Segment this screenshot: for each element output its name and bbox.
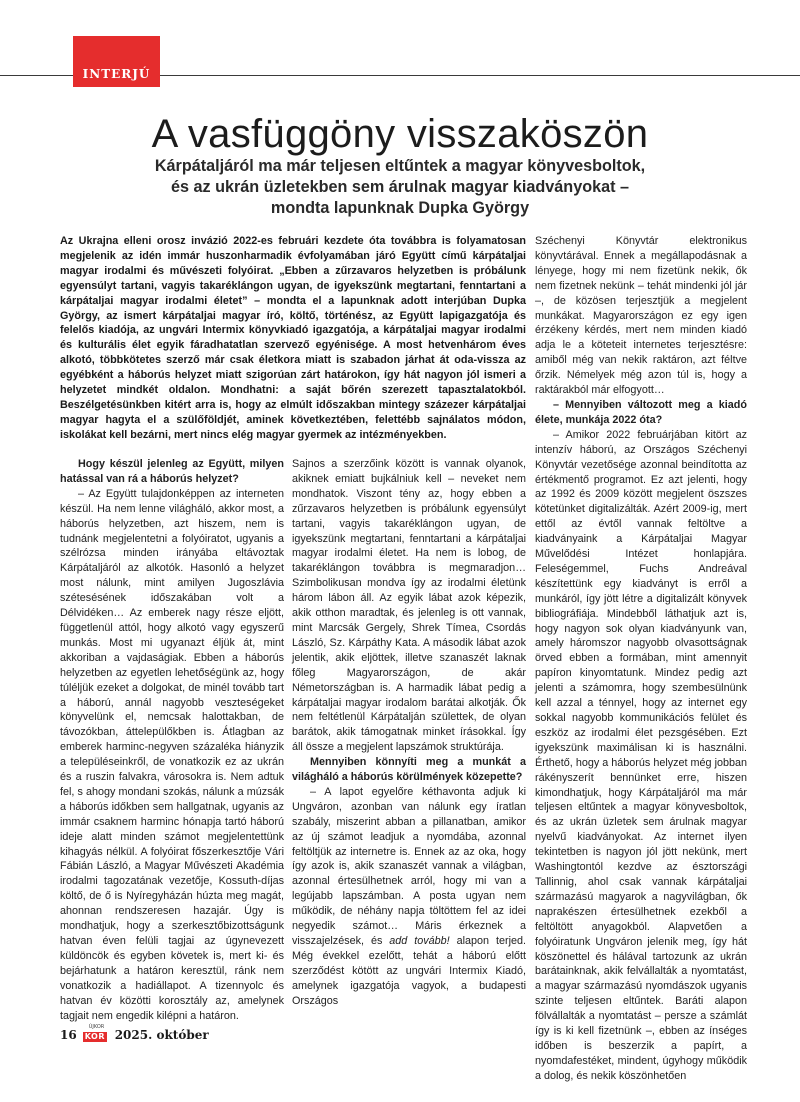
subtitle-line: mondta lapunknak Dupka György <box>270 199 530 217</box>
answer-italic-phrase: add tovább! <box>389 935 450 947</box>
page-number: 16 <box>60 1028 77 1042</box>
subtitle-line: és az ukrán üzletekben sem árulnak magyar kiadványokat – <box>171 178 629 196</box>
magazine-logo-icon <box>83 1024 109 1042</box>
interview-question: – Mennyiben változott meg a kiadó élete, munkája 2022 óta? <box>535 398 747 426</box>
interview-question: Hogy készül jelenleg az Együtt, milyen hatással van rá a háborús helyzet? <box>60 458 284 485</box>
lead-paragraph: Az Ukrajna elleni orosz invázió 2022-es februári kezdete óta továbbra is folyamatosan megjelenik az idén immár huszonharmadik évfolyamában járó Együtt című kárpátaljai magyar irodalmi és művészeti folyóirat. „Ebben a zűrzavaros helyzetben is próbálunk egyensúlyt tartani, vagyis takaréklángon ugyan, de igyekszünk megtartani, fenntartani a kárpátaljai magyar irodalmi életet” – mondta el a lapunknak adott interjúban Dupka György, az ismert kárpátaljai magyar író, költő, történész, az Együtt lapigazgatója és felelős kiadója, az ungvári Intermix könyvkiadó igazgatója, a kárpátaljai magyar irodalmi és kulturális élet egyik fáradhatatlan szervező egyénisége. A most hetvenhárom éves alkotó, többkötetes szerző már csak életkora miatt is szabadon járhat át oda-vissza az egyébként a háborús helyzet miatt szigorúan zárt határokon, így hát nagyon jól ismeri a helyzetet mindkét oldalon. Mondhatni: a saját bőrén szerezett tapasztalatokból. Beszélgetésünkben kitért arra is, hogy az elmúlt időszakban mintegy százezer kárpátaljai magyar hagyta el a szülőföldjét, aminek következtében, felettébb sajnálatos módon, iskolákat kell bezárni, mert nincs elég magyar gyermek az intézményekben. <box>60 235 526 441</box>
answer-continuation: Sajnos a szerzőink között is vannak olyanok, akiknek emiatt bujkálniuk kell – neveket nem mondhatok. Viszont tény az, hogy ebben a zűrzavaros helyzetben is próbálunk egyensúlyt tartani, vagyis takaréklángon ugyan, de igyekszünk megtartani, fenntartani a kárpátaljai magyar irodalmi életet. Ha nem is lobog, de takaréklángon továbbra is megmaradjon… Szimbolikusan mondva így az irodalmi életünk három lábon áll. Az egyik lábat azok képezik, akik otthon maradtak, és jelenleg is ott vannak, mint Marcsák Gergely, Shrek Tímea, Csordás László, Sz. Kárpáthy Kata. A második lábat azok jelentik, akik eljöttek, illetve szanaszét laknak főleg Magyarországon, de akár Németországban is. A harmadik lábat pedig a kárpátaljai magyar irodalom barátai alkotják. Ők nem feltétlenül Kárpátalján születtek, de olyan barátok, akik támogatnak minket írásokkal. Így áll össze a megjelent lapszámok struktúrája. <box>292 458 526 754</box>
issue-date: 2025. október <box>114 1028 209 1042</box>
section-tag-label: INTERJÚ <box>82 67 151 81</box>
column-left <box>60 457 284 1023</box>
answer-text: alapon terjed. Még évekkel ezelőtt, tehát a háború előtt szerződést kötött az ungvári Intermix Kiadó, amelynek igazgatója vagyok, a budapesti Országos <box>292 935 526 1007</box>
article-title: A vasfüggöny visszaköszön <box>151 112 649 156</box>
article-subtitle <box>140 156 660 219</box>
interview-answer: – Amikor 2022 februárjában kitört az intenzív háború, az Országos Széchenyi Könyvtár vezetősége azonnal beindította az értékmentő programot. Ez azt jelenti, hogy az 1992 és 2009 között megjelent öszszes kötetünket digitalizálták. Azért 2009-ig, mert ettől az évtől vannak feltöltve a kiadványaink a Kárpátaljai Magyar Művelődési Intézet honlapjára. Feleségemmel, Fuchs Andreával készítettünk egy kiadványt is erről a munkáról, így jött létre a digitalizált könyvek bibliográfiája. Mindebből láthatjuk azt is, hogy nagyon sok olyan kiadványunk van, amely háromszor nagyobb olvasottságnak örved ebben a formában, mint amennyit papíron kinyomtatunk. Mindez pedig azt jelenti a számomra, hogy szembesülnünk kell azzal a ténnyel, hogy az internet egy sokkal nagyobb kommunikációs felület és eszköz az irodalmi élet pezsgésében. Ezt igyekszünk maximálisan ki is használni. Érthető, hogy a háborús helyzet még jobban rákényszerít bennünket erre, hiszen kimondhatjuk, hogy Kárpátaljáról ma már teljesen eltűntek a magyar könyvesboltok, és az ukrán üzletek sem árulnak magyar nyelvű kiadványokat. Az internet ilyen tekintetben is nagyon jól jött nekünk, mert Washingtontól kezdve az észtországi Tallinnig, ahol csak vannak kárpátaljai származású magyarok a nagyvilágban, ők naprakészen értesülhetnek ezekből a feltöltött anyagokból. Alapvetően a folyóiratunk Ungváron jelenik meg, így hát köszönettel és hálával tartozunk az ukrán barátainknak, akik felvállalták a nyomtatást, a magyar származású nyomdászok ugyanis szinte teljesen eltűntek. Baráti alapon fölvállalták a nyomtatást – persze a számlát így is ki kell fizetnünk –, ebben az ínséges időben is beszerzik a papírt, a nyomdafestéket, mindent, úgyhogy működik a dolog, és nekik köszönhetően <box>535 428 747 1082</box>
column-right <box>535 234 747 1084</box>
page-footer <box>60 1026 209 1044</box>
section-tag <box>73 36 160 87</box>
interview-question: Mennyiben könnyíti meg a munkát a világháló a háborús körülmények közepette? <box>292 756 526 784</box>
logo-small-text: ÚJKOR <box>88 1024 105 1030</box>
subtitle-line: Kárpátaljáról ma már teljesen eltűntek a magyar könyvesboltok, <box>154 157 646 175</box>
column-middle <box>292 457 526 1009</box>
interview-answer: – Az Együtt tulajdonképpen az interneten készül. Ha nem lenne világháló, akkor most, a háborús helyzetben, azt hiszem, nem is tudnánk megjelentetni a folyóiratot, ugyanis a szélrózsa minden irányába eltávoztak Kárpátaljáról az alkotók. Hasonló a helyzet most nálunk, mint amilyen Jugoszlávia szétesésének időszakában volt a Délvidéken… Az emberek nagy része eljött, függetlenül attól, hogy alkotó vagy egyszerű munkás. Most mi ugyanazt éljük át, mint akkoriban a vajdaságiak. Ebben a háborús helyzetben az egyetlen lehetőségünk az, hogy túléljük ezeket a dolgokat, de minél tovább tart a háború, annál nagyobb veszteségeket könyvelünk el, nemcsak halottakban, de távozókban, áttelepülőkben is. Átlagban az emberek harminc-negyven százaléka hiányzik a településeinkről, de vonatkozik ez az ukrán és a ruszin falvakra, városokra is. Nem adtuk fel, s ahogy mondani szokás, nálunk a múzsák a háborús időkben sem hallgatnak, ugyanis az immár csaknem harminc hónapja tartó háború ideje alatt minden számot megjelentettünk kihagyás nélkül. A folyóirat főszerkesztője Vári Fábián László, a Magyar Művészeti Akadémia irodalmi tagozatának vezetője, Kossuth-díjas költő, de ő is Nyíregyházán húzta meg magát, ahonnan rendszeresen hazajár. Úgy is mondhatjuk, hogy a szerkesztőbizottságunk hatvan éven felüli tagjai az úgynevezett küldöncök és egyben követek is, mert ki- és bejárhatunk a határon keresztül, ránk nem vonatkozik a hadiállapot. A tizennyolc és hatvan év közötti korosztály az, amelynek tagjait nem engedik kilépni a határon. <box>60 487 284 1022</box>
answer-text: – A lapot egyelőre kéthavonta adjuk ki Ungváron, azonban van nálunk egy íratlan szabály, miszerint abban a pillanatban, amikor az új számot leadjuk a nyomdába, azonnal feltöltjük az internetre is. Ennek az az oka, hogy így azok is, akik szanaszét vannak a világban, azonnal értesülhetnek arról, hogy mi van a legújabb lapszámban. A posta ugyan nem működik, de néhány napja töltöttem fel az idei negyedik számot… Máris érkeznek a visszajelzések, és <box>292 785 526 947</box>
answer-continuation: Széchenyi Könyvtár elektronikus könyvtárával. Ennek a megállapodásnak a lényege, hogy mi nem fizetünk nekik, ők nem fizetnek nekünk – tehát mindenki jól jár –, de közösen terjesztjük a megjelent munkákat. Magyarországon ez egy igen érzékeny kérdés, mert nem minden kiadó adja le a köteteit internetes terjesztésre: amiből még van nekik raktáron, azt féltve őrzik. Némelyek még azon túl is, hogy a raktárakból már elfogyott… <box>535 235 747 397</box>
logo-word: KOR <box>84 1032 106 1041</box>
interview-answer <box>292 785 526 1009</box>
